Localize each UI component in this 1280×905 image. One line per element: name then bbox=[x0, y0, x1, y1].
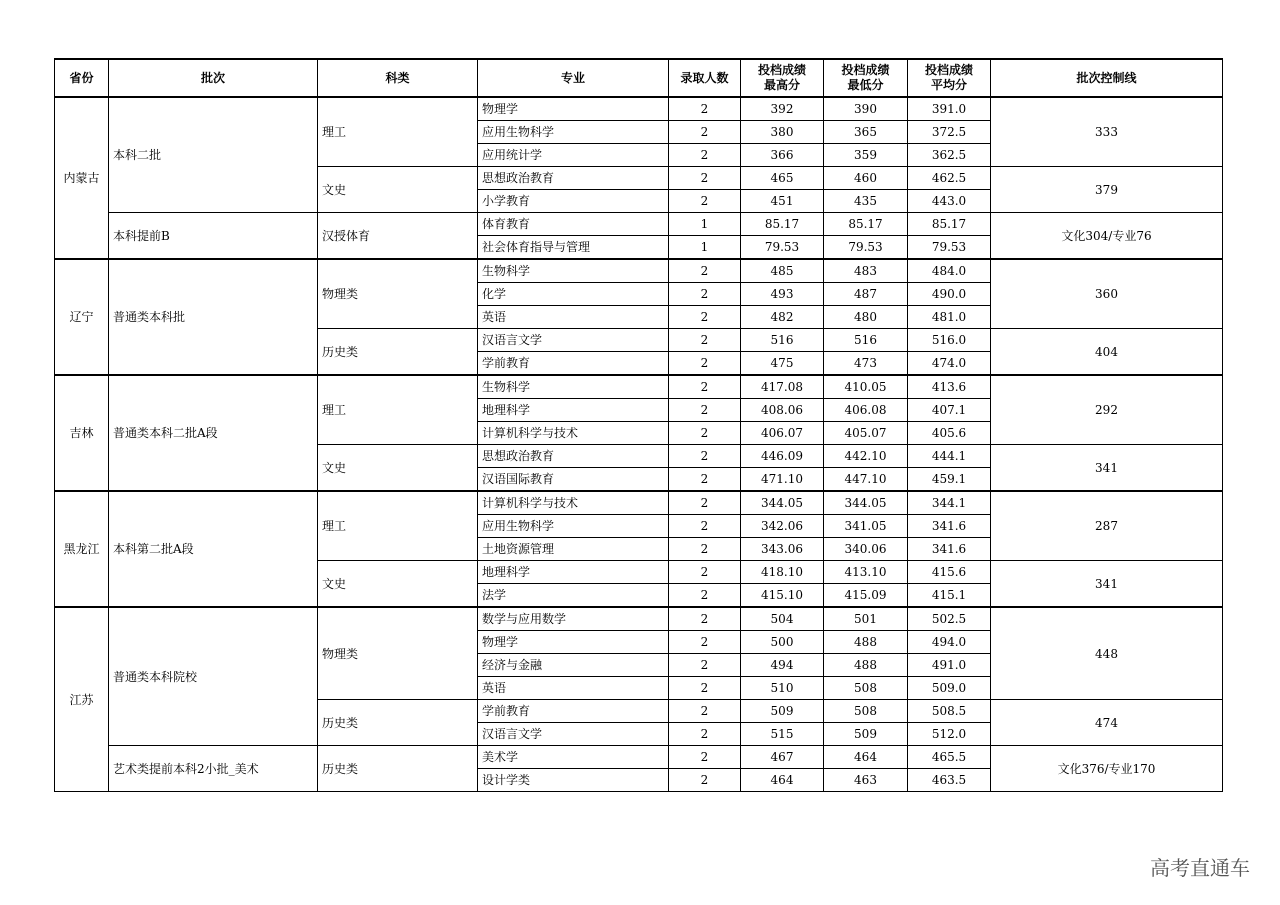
avg-score-cell: 494.0 bbox=[908, 631, 991, 654]
major-cell: 法学 bbox=[478, 584, 669, 608]
min-score-cell: 460 bbox=[824, 167, 908, 190]
avg-score-cell: 79.53 bbox=[908, 236, 991, 260]
max-score-cell: 418.10 bbox=[741, 561, 824, 584]
max-score-cell: 504 bbox=[741, 607, 824, 631]
subject-cell: 物理类 bbox=[318, 607, 478, 700]
min-score-cell: 480 bbox=[824, 306, 908, 329]
admitted-count-cell: 2 bbox=[669, 306, 741, 329]
max-score-cell: 451 bbox=[741, 190, 824, 213]
subject-cell: 理工 bbox=[318, 491, 478, 561]
admitted-count-cell: 2 bbox=[669, 468, 741, 492]
min-score-cell: 415.09 bbox=[824, 584, 908, 608]
control-line-cell: 287 bbox=[991, 491, 1223, 561]
min-score-cell: 488 bbox=[824, 654, 908, 677]
table-body bbox=[55, 97, 1223, 792]
table-row bbox=[55, 746, 1223, 769]
admitted-count-cell: 2 bbox=[669, 561, 741, 584]
max-score-cell: 510 bbox=[741, 677, 824, 700]
major-cell: 计算机科学与技术 bbox=[478, 422, 669, 445]
header-province: 省份 bbox=[55, 59, 109, 97]
admitted-count-cell: 1 bbox=[669, 236, 741, 260]
max-score-cell: 342.06 bbox=[741, 515, 824, 538]
avg-score-cell: 502.5 bbox=[908, 607, 991, 631]
min-score-cell: 85.17 bbox=[824, 213, 908, 236]
major-cell: 汉语言文学 bbox=[478, 329, 669, 352]
max-score-cell: 343.06 bbox=[741, 538, 824, 561]
subject-cell: 历史类 bbox=[318, 329, 478, 376]
admission-scores-table bbox=[54, 58, 1223, 792]
min-score-cell: 509 bbox=[824, 723, 908, 746]
avg-score-cell: 463.5 bbox=[908, 769, 991, 792]
control-line-cell: 文化376/专业170 bbox=[991, 746, 1223, 792]
min-score-cell: 410.05 bbox=[824, 375, 908, 399]
table-row bbox=[55, 607, 1223, 631]
admitted-count-cell: 1 bbox=[669, 213, 741, 236]
admitted-count-cell: 2 bbox=[669, 538, 741, 561]
watermark: 高考直通车 bbox=[1150, 856, 1250, 880]
header-subject: 科类 bbox=[318, 59, 478, 97]
admitted-count-cell: 2 bbox=[669, 97, 741, 121]
province-cell: 辽宁 bbox=[55, 259, 109, 375]
major-cell: 地理科学 bbox=[478, 561, 669, 584]
avg-score-cell: 362.5 bbox=[908, 144, 991, 167]
batch-cell: 艺术类提前本科2小批_美术 bbox=[109, 746, 318, 792]
admitted-count-cell: 2 bbox=[669, 723, 741, 746]
avg-score-cell: 508.5 bbox=[908, 700, 991, 723]
header-row bbox=[55, 59, 1223, 97]
batch-cell: 普通类本科院校 bbox=[109, 607, 318, 746]
max-score-cell: 485 bbox=[741, 259, 824, 283]
admitted-count-cell: 2 bbox=[669, 259, 741, 283]
max-score-cell: 464 bbox=[741, 769, 824, 792]
admitted-count-cell: 2 bbox=[669, 491, 741, 515]
avg-score-cell: 443.0 bbox=[908, 190, 991, 213]
avg-score-cell: 85.17 bbox=[908, 213, 991, 236]
major-cell: 地理科学 bbox=[478, 399, 669, 422]
min-score-cell: 340.06 bbox=[824, 538, 908, 561]
avg-score-cell: 474.0 bbox=[908, 352, 991, 376]
control-line-cell: 379 bbox=[991, 167, 1223, 213]
major-cell: 汉语国际教育 bbox=[478, 468, 669, 492]
major-cell: 汉语言文学 bbox=[478, 723, 669, 746]
avg-score-cell: 405.6 bbox=[908, 422, 991, 445]
control-line-cell: 333 bbox=[991, 97, 1223, 167]
min-score-cell: 406.08 bbox=[824, 399, 908, 422]
min-score-cell: 483 bbox=[824, 259, 908, 283]
avg-score-cell: 415.6 bbox=[908, 561, 991, 584]
min-score-cell: 447.10 bbox=[824, 468, 908, 492]
control-line-cell: 文化304/专业76 bbox=[991, 213, 1223, 260]
avg-score-cell: 344.1 bbox=[908, 491, 991, 515]
avg-score-cell: 413.6 bbox=[908, 375, 991, 399]
min-score-cell: 442.10 bbox=[824, 445, 908, 468]
min-score-cell: 359 bbox=[824, 144, 908, 167]
min-score-cell: 463 bbox=[824, 769, 908, 792]
admitted-count-cell: 2 bbox=[669, 631, 741, 654]
subject-cell: 汉授体育 bbox=[318, 213, 478, 260]
header-admitted: 录取人数 bbox=[669, 59, 741, 97]
control-line-cell: 360 bbox=[991, 259, 1223, 329]
subject-cell: 文史 bbox=[318, 561, 478, 608]
min-score-cell: 79.53 bbox=[824, 236, 908, 260]
major-cell: 学前教育 bbox=[478, 700, 669, 723]
max-score-cell: 493 bbox=[741, 283, 824, 306]
avg-score-cell: 491.0 bbox=[908, 654, 991, 677]
min-score-cell: 344.05 bbox=[824, 491, 908, 515]
avg-score-cell: 490.0 bbox=[908, 283, 991, 306]
admitted-count-cell: 2 bbox=[669, 746, 741, 769]
major-cell: 计算机科学与技术 bbox=[478, 491, 669, 515]
min-score-cell: 405.07 bbox=[824, 422, 908, 445]
batch-cell: 普通类本科批 bbox=[109, 259, 318, 375]
major-cell: 生物科学 bbox=[478, 259, 669, 283]
subject-cell: 文史 bbox=[318, 445, 478, 492]
min-score-cell: 487 bbox=[824, 283, 908, 306]
avg-score-cell: 407.1 bbox=[908, 399, 991, 422]
header-major: 专业 bbox=[478, 59, 669, 97]
major-cell: 思想政治教育 bbox=[478, 445, 669, 468]
admitted-count-cell: 2 bbox=[669, 422, 741, 445]
admitted-count-cell: 2 bbox=[669, 329, 741, 352]
admitted-count-cell: 2 bbox=[669, 769, 741, 792]
max-score-cell: 406.07 bbox=[741, 422, 824, 445]
table-row bbox=[55, 259, 1223, 283]
avg-score-cell: 372.5 bbox=[908, 121, 991, 144]
max-score-cell: 515 bbox=[741, 723, 824, 746]
avg-score-cell: 341.6 bbox=[908, 538, 991, 561]
avg-score-cell: 516.0 bbox=[908, 329, 991, 352]
header-max-score: 投档成绩 最高分 bbox=[741, 59, 824, 97]
avg-score-cell: 509.0 bbox=[908, 677, 991, 700]
avg-score-cell: 484.0 bbox=[908, 259, 991, 283]
max-score-cell: 475 bbox=[741, 352, 824, 376]
max-score-cell: 446.09 bbox=[741, 445, 824, 468]
major-cell: 英语 bbox=[478, 306, 669, 329]
max-score-cell: 380 bbox=[741, 121, 824, 144]
header-avg-score: 投档成绩 平均分 bbox=[908, 59, 991, 97]
batch-cell: 本科第二批A段 bbox=[109, 491, 318, 607]
max-score-cell: 415.10 bbox=[741, 584, 824, 608]
max-score-cell: 392 bbox=[741, 97, 824, 121]
table-row bbox=[55, 213, 1223, 236]
province-cell: 黑龙江 bbox=[55, 491, 109, 607]
province-cell: 内蒙古 bbox=[55, 97, 109, 259]
max-score-cell: 85.17 bbox=[741, 213, 824, 236]
control-line-cell: 474 bbox=[991, 700, 1223, 746]
table-row bbox=[55, 375, 1223, 399]
admitted-count-cell: 2 bbox=[669, 283, 741, 306]
max-score-cell: 417.08 bbox=[741, 375, 824, 399]
major-cell: 生物科学 bbox=[478, 375, 669, 399]
major-cell: 应用生物科学 bbox=[478, 121, 669, 144]
control-line-cell: 404 bbox=[991, 329, 1223, 376]
min-score-cell: 464 bbox=[824, 746, 908, 769]
max-score-cell: 509 bbox=[741, 700, 824, 723]
min-score-cell: 341.05 bbox=[824, 515, 908, 538]
major-cell: 应用生物科学 bbox=[478, 515, 669, 538]
min-score-cell: 516 bbox=[824, 329, 908, 352]
major-cell: 物理学 bbox=[478, 97, 669, 121]
control-line-cell: 448 bbox=[991, 607, 1223, 700]
control-line-cell: 292 bbox=[991, 375, 1223, 445]
admitted-count-cell: 2 bbox=[669, 190, 741, 213]
major-cell: 思想政治教育 bbox=[478, 167, 669, 190]
avg-score-cell: 415.1 bbox=[908, 584, 991, 608]
major-cell: 化学 bbox=[478, 283, 669, 306]
subject-cell: 文史 bbox=[318, 167, 478, 213]
max-score-cell: 366 bbox=[741, 144, 824, 167]
major-cell: 社会体育指导与管理 bbox=[478, 236, 669, 260]
min-score-cell: 413.10 bbox=[824, 561, 908, 584]
avg-score-cell: 465.5 bbox=[908, 746, 991, 769]
table-row bbox=[55, 491, 1223, 515]
subject-cell: 历史类 bbox=[318, 700, 478, 746]
admitted-count-cell: 2 bbox=[669, 121, 741, 144]
max-score-cell: 500 bbox=[741, 631, 824, 654]
major-cell: 体育教育 bbox=[478, 213, 669, 236]
max-score-cell: 465 bbox=[741, 167, 824, 190]
max-score-cell: 79.53 bbox=[741, 236, 824, 260]
major-cell: 美术学 bbox=[478, 746, 669, 769]
min-score-cell: 488 bbox=[824, 631, 908, 654]
admitted-count-cell: 2 bbox=[669, 584, 741, 608]
min-score-cell: 365 bbox=[824, 121, 908, 144]
subject-cell: 理工 bbox=[318, 375, 478, 445]
avg-score-cell: 459.1 bbox=[908, 468, 991, 492]
avg-score-cell: 341.6 bbox=[908, 515, 991, 538]
admitted-count-cell: 2 bbox=[669, 167, 741, 190]
min-score-cell: 435 bbox=[824, 190, 908, 213]
major-cell: 学前教育 bbox=[478, 352, 669, 376]
admitted-count-cell: 2 bbox=[669, 352, 741, 376]
min-score-cell: 501 bbox=[824, 607, 908, 631]
admitted-count-cell: 2 bbox=[669, 375, 741, 399]
control-line-cell: 341 bbox=[991, 445, 1223, 492]
min-score-cell: 508 bbox=[824, 677, 908, 700]
avg-score-cell: 391.0 bbox=[908, 97, 991, 121]
header-min-score: 投档成绩 最低分 bbox=[824, 59, 908, 97]
max-score-cell: 467 bbox=[741, 746, 824, 769]
admitted-count-cell: 2 bbox=[669, 700, 741, 723]
major-cell: 经济与金融 bbox=[478, 654, 669, 677]
max-score-cell: 494 bbox=[741, 654, 824, 677]
batch-cell: 本科提前B bbox=[109, 213, 318, 260]
avg-score-cell: 512.0 bbox=[908, 723, 991, 746]
admitted-count-cell: 2 bbox=[669, 445, 741, 468]
max-score-cell: 471.10 bbox=[741, 468, 824, 492]
admitted-count-cell: 2 bbox=[669, 677, 741, 700]
batch-cell: 本科二批 bbox=[109, 97, 318, 213]
min-score-cell: 473 bbox=[824, 352, 908, 376]
batch-cell: 普通类本科二批A段 bbox=[109, 375, 318, 491]
control-line-cell: 341 bbox=[991, 561, 1223, 608]
major-cell: 土地资源管理 bbox=[478, 538, 669, 561]
admitted-count-cell: 2 bbox=[669, 515, 741, 538]
major-cell: 英语 bbox=[478, 677, 669, 700]
subject-cell: 历史类 bbox=[318, 746, 478, 792]
header-batch: 批次 bbox=[109, 59, 318, 97]
max-score-cell: 344.05 bbox=[741, 491, 824, 515]
subject-cell: 理工 bbox=[318, 97, 478, 167]
major-cell: 设计学类 bbox=[478, 769, 669, 792]
major-cell: 小学教育 bbox=[478, 190, 669, 213]
max-score-cell: 516 bbox=[741, 329, 824, 352]
province-cell: 江苏 bbox=[55, 607, 109, 792]
major-cell: 数学与应用数学 bbox=[478, 607, 669, 631]
major-cell: 物理学 bbox=[478, 631, 669, 654]
max-score-cell: 482 bbox=[741, 306, 824, 329]
header-control-line: 批次控制线 bbox=[991, 59, 1223, 97]
subject-cell: 物理类 bbox=[318, 259, 478, 329]
max-score-cell: 408.06 bbox=[741, 399, 824, 422]
admitted-count-cell: 2 bbox=[669, 607, 741, 631]
min-score-cell: 508 bbox=[824, 700, 908, 723]
admitted-count-cell: 2 bbox=[669, 144, 741, 167]
table-row bbox=[55, 97, 1223, 121]
avg-score-cell: 481.0 bbox=[908, 306, 991, 329]
min-score-cell: 390 bbox=[824, 97, 908, 121]
admitted-count-cell: 2 bbox=[669, 399, 741, 422]
major-cell: 应用统计学 bbox=[478, 144, 669, 167]
avg-score-cell: 444.1 bbox=[908, 445, 991, 468]
admitted-count-cell: 2 bbox=[669, 654, 741, 677]
province-cell: 吉林 bbox=[55, 375, 109, 491]
avg-score-cell: 462.5 bbox=[908, 167, 991, 190]
